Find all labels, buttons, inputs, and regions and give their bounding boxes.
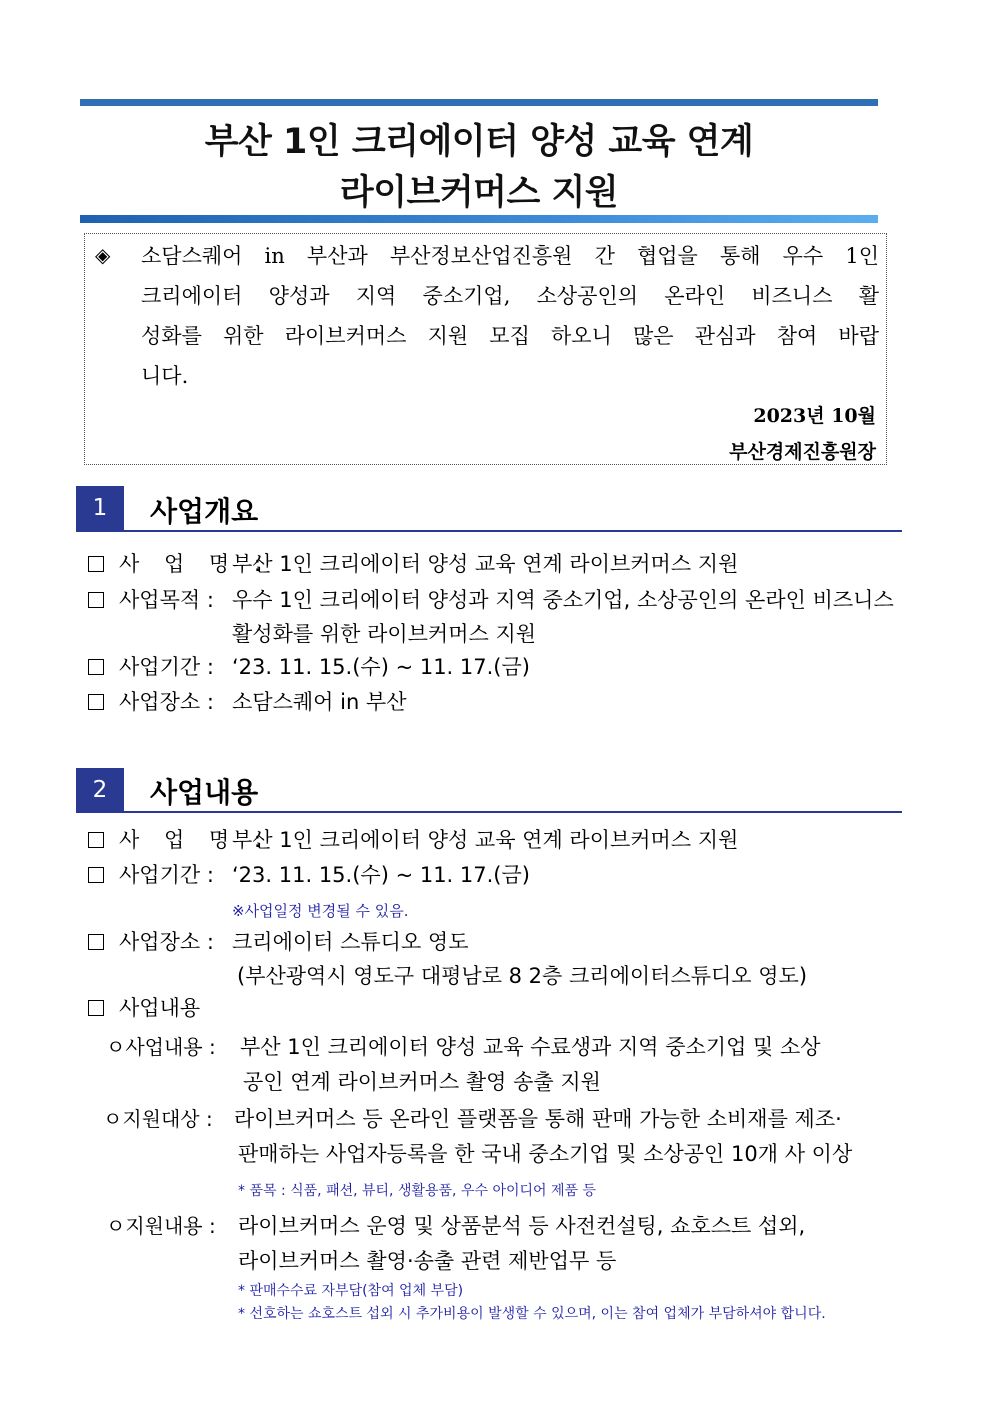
s1-place-value: 소담스퀘어 in 부산 (232, 690, 407, 714)
checkbox-icon (88, 934, 104, 950)
section2-rule (76, 811, 902, 813)
section1-number-badge: 1 (76, 486, 124, 531)
checkbox-icon (88, 659, 104, 675)
page-title-line1: 부산 1인 크리에이터 양성 교육 연계 (204, 122, 754, 162)
s2-content-heading: 사업내용 (119, 996, 201, 1020)
checkbox-icon (88, 1000, 104, 1016)
s2-period-value: ‘23. 11. 15.(수) ~ 11. 17.(금) (232, 863, 530, 887)
s2-content-label: ㅇ사업내용 : (106, 1035, 216, 1059)
s1-place-label: 사업장소 : (119, 690, 214, 714)
section2-number-badge: 2 (76, 768, 124, 813)
s1-purpose-value-cont: 활성화를 위한 라이브커머스 지원 (232, 622, 537, 646)
s2-support-line2: 라이브커머스 촬영·송출 관련 제반업무 등 (238, 1249, 617, 1273)
notice-line-1: 소담스퀘어 in 부산과 부산정보산업진흥원 간 협업을 통해 우수 1인 (141, 244, 879, 268)
checkbox-icon (88, 592, 104, 608)
notice-date: 2023년 10월 (753, 405, 876, 427)
s1-purpose-label: 사업목적 : (119, 588, 214, 612)
s2-support-line1: 라이브커머스 운영 및 상품분석 등 사전컨설팅, 쇼호스트 섭외, (238, 1214, 806, 1238)
s2-support-note2: * 선호하는 쇼호스트 섭외 시 추가비용이 발생할 수 있으며, 이는 참여 업체가 부담하셔야 합니다. (238, 1306, 826, 1322)
notice-organization: 부산경제진흥원장 (729, 441, 876, 463)
checkbox-icon (88, 867, 104, 883)
checkbox-icon (88, 556, 104, 572)
s1-purpose-value: 우수 1인 크리에이터 양성과 지역 중소기업, 소상공인의 온라인 비즈니스 (232, 588, 894, 612)
page-title-line2: 라이브커머스 지원 (339, 173, 619, 213)
section2-title: 사업내용 (150, 776, 259, 809)
s2-target-note: * 품목 : 식품, 패션, 뷰티, 생활용품, 우수 아이디어 제품 등 (238, 1183, 597, 1199)
s2-period-label: 사업기간 : (119, 863, 214, 887)
s2-name-value: 부산 1인 크리에이터 양성 교육 연계 라이브커머스 지원 (232, 828, 739, 852)
section1-rule (76, 530, 902, 532)
s2-target-line1: 라이브커머스 등 온라인 플랫폼을 통해 판매 가능한 소비재를 제조· (234, 1107, 842, 1131)
notice-line-2: 크리에이터 양성과 지역 중소기업, 소상공인의 온라인 비즈니스 활 (141, 284, 879, 308)
s2-target-line2: 판매하는 사업자등록을 한 국내 중소기업 및 소상공인 10개 사 이상 (238, 1142, 853, 1166)
s2-target-label: ㅇ지원대상 : (103, 1107, 213, 1131)
s2-content-line1: 부산 1인 크리에이터 양성 교육 수료생과 지역 중소기업 및 소상 (240, 1035, 821, 1059)
s2-place-address: (부산광역시 영도구 대평남로 8 2층 크리에이터스튜디오 영도) (237, 964, 808, 988)
s2-support-note1: * 판매수수료 자부담(참여 업체 부담) (238, 1283, 464, 1299)
s2-content-line2: 공인 연계 라이브커머스 촬영 송출 지원 (243, 1070, 601, 1094)
s2-place-label: 사업장소 : (119, 930, 214, 954)
s1-name-label: 사 업 명 : (119, 552, 270, 576)
checkbox-icon (88, 694, 104, 710)
checkbox-icon (88, 832, 104, 848)
s1-period-value: ‘23. 11. 15.(수) ~ 11. 17.(금) (232, 655, 530, 679)
notice-box (84, 233, 887, 465)
section1-title: 사업개요 (150, 495, 259, 528)
notice-line-4: 니다. (141, 364, 189, 388)
s2-place-value: 크리에이터 스튜디오 영도 (232, 930, 469, 954)
s2-period-note: ※사업일정 변경될 수 있음. (232, 902, 409, 920)
s1-period-label: 사업기간 : (119, 655, 214, 679)
title-bottom-bar (80, 215, 878, 223)
diamond-bullet-icon: ◈ (95, 243, 111, 267)
s2-support-label: ㅇ지원내용 : (106, 1214, 216, 1238)
s1-name-value: 부산 1인 크리에이터 양성 교육 연계 라이브커머스 지원 (232, 552, 739, 576)
s2-name-label: 사 업 명 : (119, 828, 270, 852)
title-top-bar (80, 99, 878, 106)
notice-line-3: 성화를 위한 라이브커머스 지원 모집 하오니 많은 관심과 참여 바랍 (141, 324, 879, 348)
